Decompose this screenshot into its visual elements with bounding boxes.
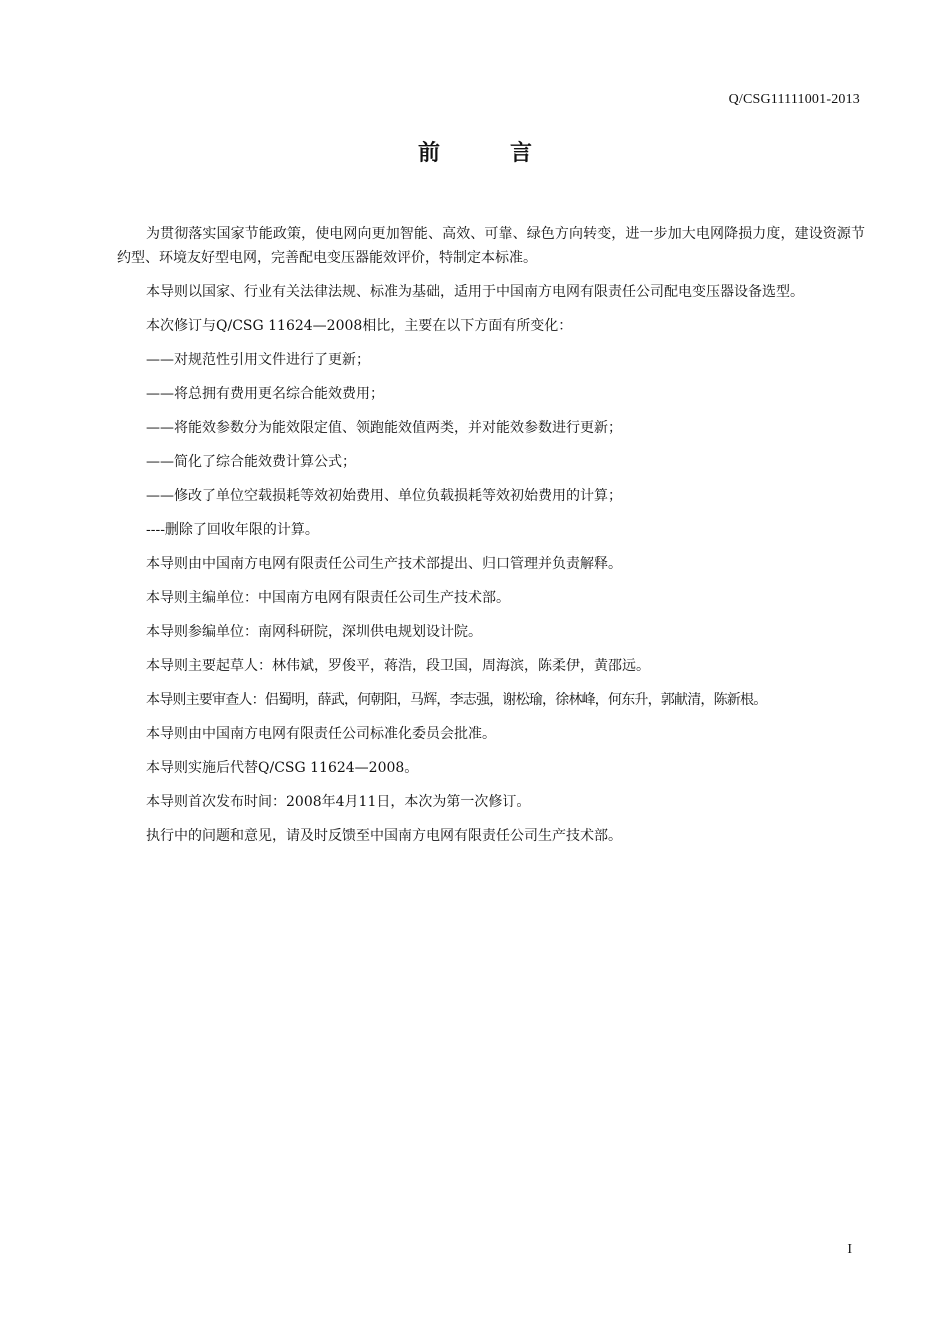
change-item: ----删除了回收年限的计算。 xyxy=(146,522,319,538)
paragraph-scope: 本导则以国家、行业有关法律法规、标准为基础，适用于中国南方电网有限责任公司配电变压器设备选型。 xyxy=(146,284,804,300)
paragraph-feedback: 执行中的问题和意见，请及时反馈至中国南方电网有限责任公司生产技术部。 xyxy=(146,828,622,844)
paragraph-first-release: 本导则首次发布时间：2008年4月11日，本次为第一次修订。 xyxy=(146,794,531,810)
change-item: ——将总拥有费用更名综合能效费用； xyxy=(146,386,384,402)
paragraph-revision-intro: 本次修订与Q/CSG 11624—2008相比，主要在以下方面有所变化： xyxy=(146,318,573,334)
change-item: ——对规范性引用文件进行了更新； xyxy=(146,352,370,368)
paragraph-approval: 本导则由中国南方电网有限责任公司标准化委员会批准。 xyxy=(146,726,496,742)
paragraph-drafters: 本导则主要起草人：林伟斌，罗俊平，蒋浩，段卫国，周海滨，陈柔伊，黄邵远。 xyxy=(146,658,650,674)
paragraph-participants: 本导则参编单位：南网科研院，深圳供电规划设计院。 xyxy=(146,624,482,640)
paragraph-reviewers: 本导则主要审查人：侣蜀明，薛武，何朝阳，马辉，李志强，谢松瑜，徐林峰，何东升，郭献清，陈新根。 xyxy=(146,692,767,708)
change-item: ——将能效参数分为能效限定值、领跑能效值两类，并对能效参数进行更新； xyxy=(146,420,622,436)
page-number: I xyxy=(847,1242,852,1257)
paragraph-proposer: 本导则由中国南方电网有限责任公司生产技术部提出、归口管理并负责解释。 xyxy=(146,556,622,572)
foreword-body xyxy=(117,222,865,858)
page-title: 前 言 xyxy=(417,141,556,166)
paragraph-purpose: 为贯彻落实国家节能政策，使电网向更加智能、高效、可靠、绿色方向转变，进一步加大电网降损力度，建设资源节约型、环境友好型电网，完善配电变压器能效评价，特制定本标准。 xyxy=(117,226,865,266)
change-item: ——简化了综合能效费计算公式； xyxy=(146,454,356,470)
paragraph-replacement: 本导则实施后代替Q/CSG 11624—2008。 xyxy=(146,760,419,776)
change-item: ——修改了单位空载损耗等效初始费用、单位负载损耗等效初始费用的计算； xyxy=(146,488,622,504)
document-code: Q/CSG11111001-2013 xyxy=(728,92,860,107)
paragraph-chief-editor: 本导则主编单位：中国南方电网有限责任公司生产技术部。 xyxy=(146,590,510,606)
